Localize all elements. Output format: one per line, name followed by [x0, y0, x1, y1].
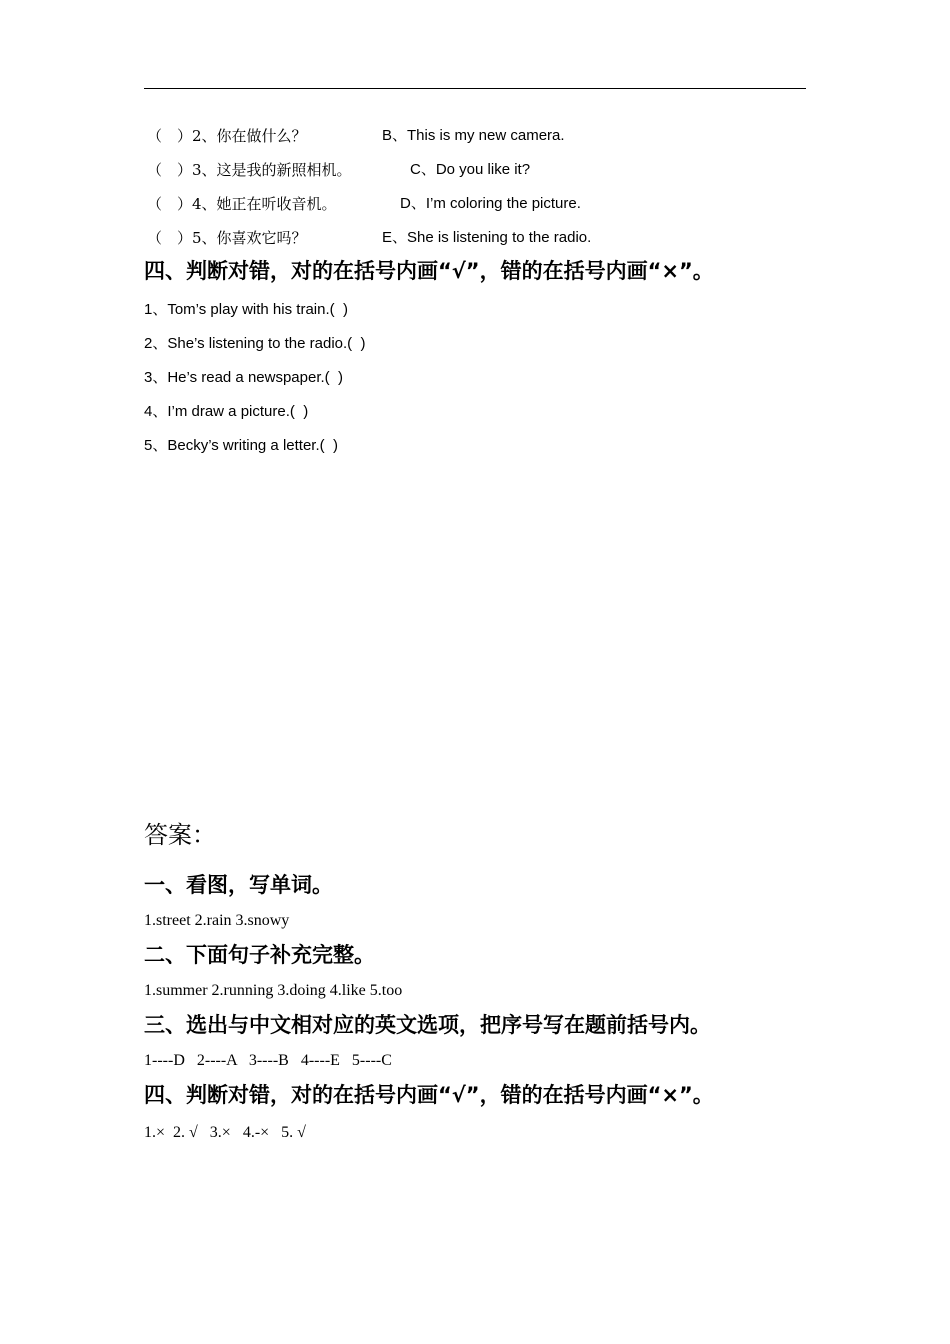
judge-item-5: 5、Becky’s writing a letter.( ): [144, 437, 338, 454]
matching-left-2: （ ）2、你在做什么？: [147, 127, 307, 145]
matching-right-b: B、This is my new camera.: [382, 127, 565, 144]
judge-item-3: 3、He’s read a newspaper.( ): [144, 369, 343, 386]
matching-right-d: D、I’m coloring the picture.: [400, 195, 581, 212]
judge-item-2: 2、She’s listening to the radio.( ): [144, 335, 366, 352]
judge-item-4: 4、I’m draw a picture.( ): [144, 403, 309, 420]
matching-left-4: （ ）4、她正在听收音机。: [147, 195, 337, 213]
header-rule: [144, 88, 806, 89]
answer-s3-text: 1----D 2----A 3----B 4----E 5----C: [144, 1052, 392, 1069]
matching-right-e: E、She is listening to the radio.: [382, 229, 592, 246]
answer-s4-text: 1.× 2. √ 3.× 4.-× 5. √: [144, 1124, 306, 1141]
answer-s2-text: 1.summer 2.running 3.doing 4.like 5.too: [144, 982, 403, 999]
matching-left-5: （ ）5、你喜欢它吗？: [147, 229, 307, 247]
matching-right-c: C、Do you like it?: [410, 161, 531, 178]
matching-left-3: （ ）3、这是我的新照相机。: [147, 161, 352, 179]
section-4-title: 四、判断对错，对的在括号内画“√”，错的在括号内画“×”。: [144, 259, 714, 283]
answer-s4-title: 四、判断对错，对的在括号内画“√”，错的在括号内画“×”。: [144, 1083, 714, 1107]
answers-title: 答案：: [144, 821, 216, 849]
answer-s3-title: 三、选出与中文相对应的英文选项，把序号写在题前括号内。: [144, 1013, 711, 1037]
answer-s1-title: 一、看图，写单词。: [144, 873, 333, 897]
answer-s1-text: 1.street 2.rain 3.snowy: [144, 912, 290, 929]
judge-item-1: 1、Tom’s play with his train.( ): [144, 301, 348, 318]
answer-s2-title: 二、下面句子补充完整。: [144, 943, 375, 967]
